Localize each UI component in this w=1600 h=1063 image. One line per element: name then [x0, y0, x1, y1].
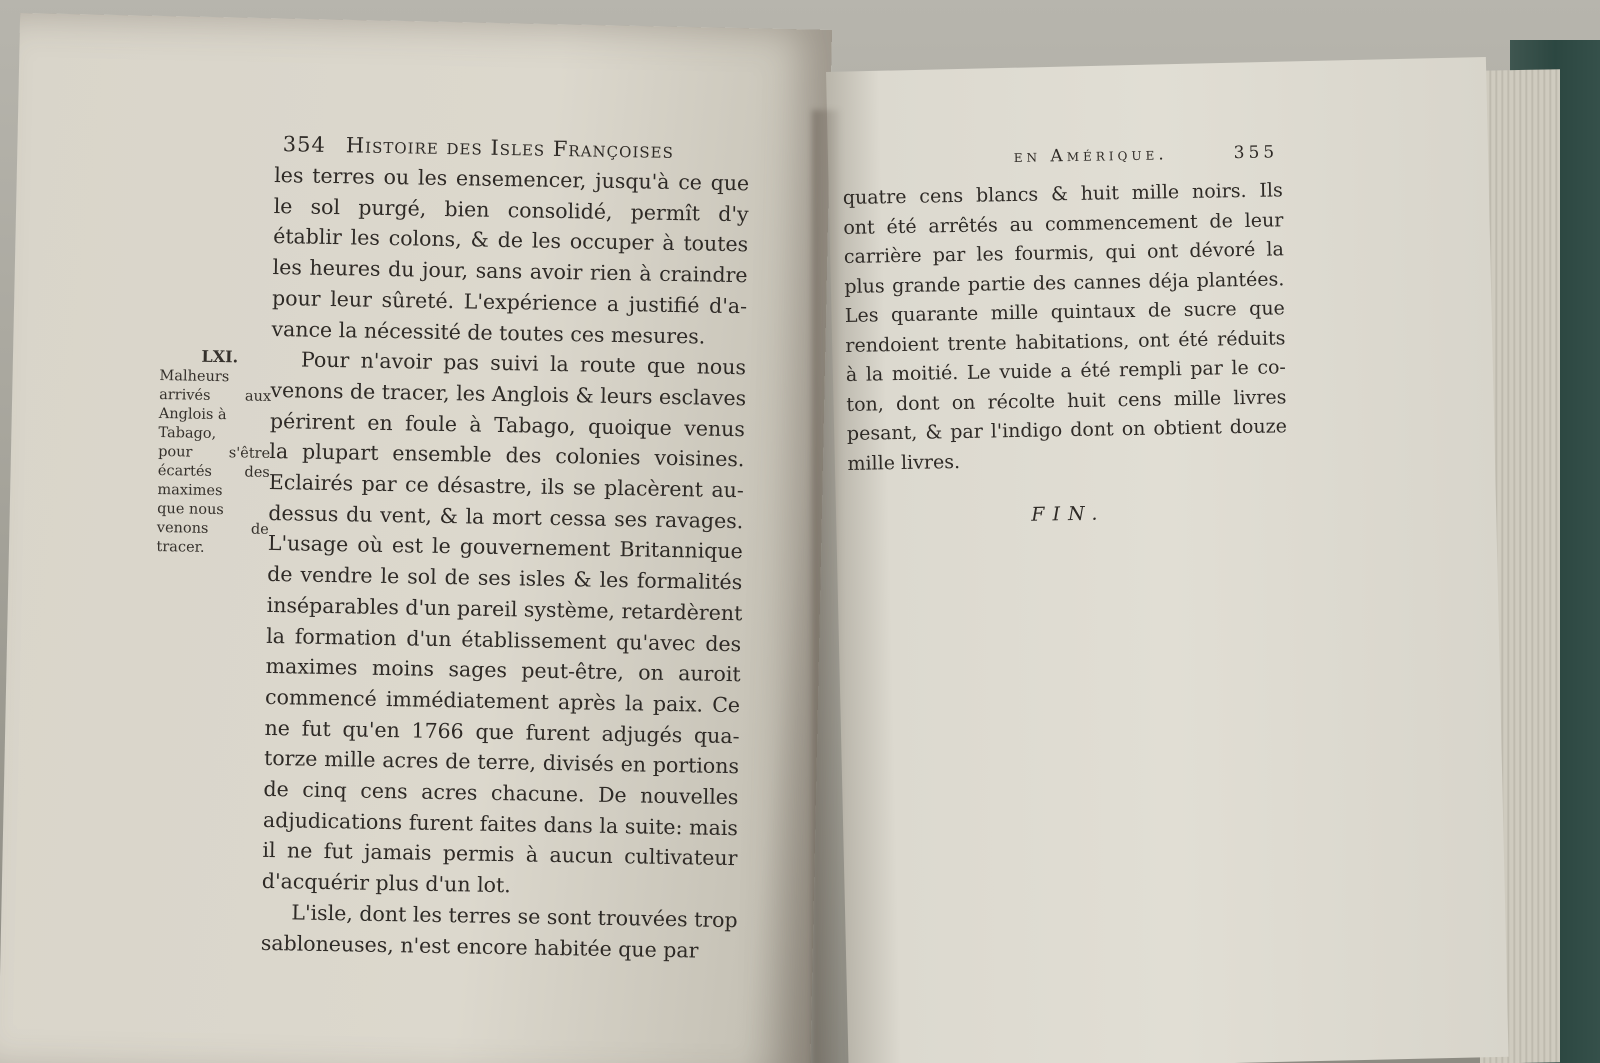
right-page-text	[842, 142, 1289, 529]
text-line: Les quarante mille quintaux de sucre que	[844, 297, 1286, 327]
left-page-text	[261, 132, 750, 966]
marginal-note-number: LXI.	[201, 346, 239, 367]
text-line: établir les colons, & de les occuper à toutes	[272, 224, 749, 257]
text-line: à la moitié. Le vuide a été rempli par le co-	[845, 356, 1287, 386]
text-line: les heures du jour, sans avoir rien à craindre	[272, 255, 748, 288]
right-page-number: 355	[1233, 142, 1279, 164]
text-line: L'isle, dont les terres se sont trouvées trop	[291, 900, 738, 933]
marginal-note	[156, 346, 272, 559]
text-line: ne fut qu'en 1766 que furent adjugés qua-	[264, 715, 740, 748]
left-page-number: 354	[282, 132, 327, 157]
text-line: pour leur sûreté. L'expérience a justifié d'a-	[271, 285, 748, 319]
text-line: carrière par les fourmis, qui ont dévoré la	[843, 238, 1284, 268]
text-line: maximes moins sages peut-être, on auroit	[265, 654, 741, 687]
text-line: venons de tracer, les Anglois & leurs esclaves	[270, 377, 747, 411]
marginal-note-line: Anglois à	[158, 405, 227, 424]
text-line: la plupart ensemble des colonies voisines.	[269, 439, 745, 472]
text-line: adjudications furent faites dans la suite: mais	[262, 807, 739, 840]
text-line: ton, dont on récolte huit cens mille livres	[846, 385, 1287, 416]
text-line: rendoient trente habitations, ont été réduits	[845, 326, 1286, 357]
left-body	[261, 160, 750, 966]
text-line: commencé immédiatement après la paix. Ce	[264, 684, 741, 718]
text-line: dessus du vent, & la mort cessa ses ravages.	[268, 500, 744, 533]
text-line: d'acquérir plus d'un lot.	[261, 869, 511, 898]
marginal-note-line: arrivés aux	[159, 386, 272, 405]
marginal-note-line: pour s'être	[158, 443, 271, 462]
text-line: le sol purgé, bien consolidé, permît d'y	[273, 193, 749, 226]
marginal-note-line: Malheurs	[159, 367, 230, 386]
text-line: sabloneuses, n'est encore habitée que par	[260, 930, 699, 963]
right-running-head: en Amérique.	[1013, 144, 1168, 168]
left-running-head: Histoire des Isles Françoises	[345, 133, 675, 163]
marginal-note-line: maximes	[157, 481, 223, 500]
text-line: la formation d'un établissement qu'avec des	[266, 623, 742, 656]
end-mark: FIN.	[1031, 502, 1106, 526]
marginal-note-line: que nous	[157, 500, 224, 519]
marginal-note-line: Tabago,	[158, 424, 217, 442]
text-line: mille livres.	[847, 450, 961, 475]
text-line: les terres ou les ensemencer, jusqu'à ce que	[274, 162, 750, 196]
marginal-note-line: écartés des	[157, 462, 270, 481]
text-line: ont été arrêtés au commencement de leur	[843, 208, 1284, 239]
text-line: L'usage où est le gouvernement Britannique	[267, 531, 743, 564]
text-line: inséparables d'un pareil système, retardèrent	[266, 592, 743, 626]
right-body	[843, 176, 1288, 479]
text-line: vance la nécessité de toutes ces mesures.	[271, 316, 706, 349]
text-line: plus grande partie des cannes déja plantées.	[844, 267, 1285, 298]
text-line: quatre cens blancs & huit mille noirs. Ils	[842, 179, 1283, 209]
text-line: Pour n'avoir pas suivi la route que nous	[300, 347, 747, 380]
text-line: de cinq cens acres chacune. De nouvelles	[263, 776, 739, 810]
text-line: Eclairés par ce désastre, ils se placèrent au-	[268, 469, 745, 503]
text-line: périrent en foule à Tabago, quoique venus	[269, 408, 746, 441]
text-line: il ne fut jamais permis à aucun cultivateur	[262, 838, 738, 871]
marginal-note-line: tracer.	[156, 538, 205, 556]
text-line: pesant, & par l'indigo dont on obtient douze	[846, 415, 1288, 445]
marginal-note-line: venons de	[156, 519, 269, 538]
text-line: torze mille acres de terre, divisés en portions	[263, 746, 740, 779]
text-line: de vendre le sol de ses isles & les formalités	[267, 562, 743, 595]
marginal-note-body	[156, 367, 271, 559]
book-gutter	[812, 110, 840, 1063]
